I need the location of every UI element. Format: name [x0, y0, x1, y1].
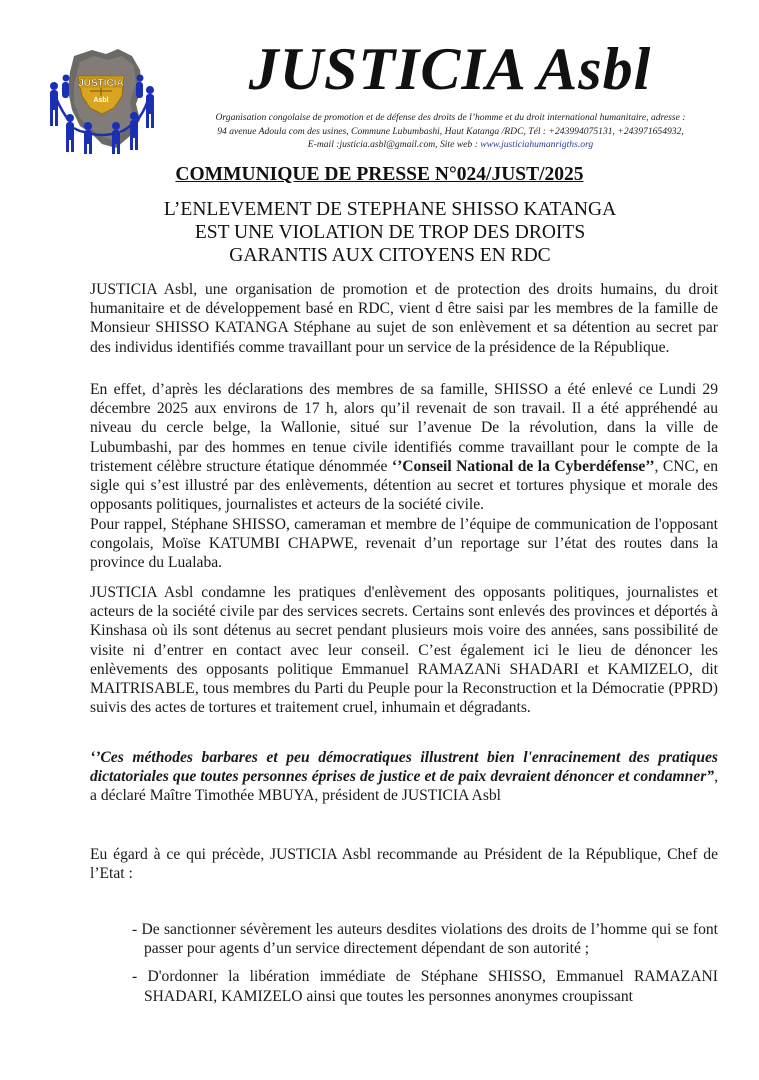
cnc-name: ‘’Conseil National de la Cyberdéfense’’ — [391, 457, 655, 475]
headline: L’ENLEVEMENT DE STEPHANE SHISSO KATANGA EST UNE VIOLATION DE TROP DES DROITS GARANTIS AUX CITOYENS EN RDC — [163, 199, 617, 266]
paragraph-intro: JUSTICIA Asbl, une organisation de promotion et de protection des droits humains, du droit humanitaire et de développement basé en RDC, vient d être saisi par les membres de la famille de Monsieur SHISSO KATANGA Stéphane au sujet de son enlèvement et sa détention au secret par des individus identifiés comme travaillant pour un service de la présidence de la République. — [90, 281, 718, 356]
quote-text: ‘’Ces méthodes barbares et peu démocratiques illustrent bien l'enracinement des pratiques dictatoriales que toutes personnes éprises de justice et de paix devraient dénoncer et condamner” — [90, 749, 718, 786]
paragraph-reminder: Pour rappel, Stéphane SHISSO, cameraman et membre de l’équipe de communication de l'opposant congolais, Moïse KATUMBI CHAPWE, revenait d’un reportage sur l’état des routes dans la province du Lualaba. — [90, 516, 718, 572]
website-link[interactable]: www.justiciahumanrigths.org — [480, 139, 594, 150]
info-line-1: Organisation congolaise de promotion et de défense des droits de l’homme et du droit international humanitaire, adresse : — [215, 112, 686, 123]
email-text: E-mail :justicia.asbl@gmail.com, Site web : — [307, 139, 481, 150]
recommendation-item: - D'ordonner la libération immédiate de Stéphane SHISSO, Emmanuel RAMAZANI SHADARI, KAMIZELO ainsi que toutes les personnes anonymes croupissant — [132, 968, 718, 1005]
paragraph-condemnation: JUSTICIA Asbl condamne les pratiques d'enlèvement des opposants politiques, journalistes et acteurs de la société civile par des services secrets. Certains sont enlevés des provinces et déportés à Kinshasa où ils sont détenus au secret pendant plusieurs mois voire des années, sans possibilité de visite ni d’entrer en contact avec leur conseil. C’est également ici le lieu de dénoncer les enlèvements des opposants politique Emmanuel RAMAZANi SHADARI et KAMIZELO, dit MAITRISABLE, tous membres du Parti du Peuple pour la Reconstruction et la Démocratie (PPRD) suivis des actes de tortures et traitement cruel, inhumain et dégradants. — [90, 584, 718, 717]
info-line-3 — [178, 138, 723, 152]
recommendations-list — [132, 920, 718, 1015]
logo-text-bottom: Asbl — [93, 97, 109, 104]
paragraph-abduction-text-2: , CNC, en sigle qui s’est illustré par des enlèvements, détention au secret et tortures physique et morale des opposants politiques, journalistes et acteurs de la société civile. — [90, 457, 718, 514]
paragraph-recommendation-intro: Eu égard à ce qui précède, JUSTICIA Asbl recommande au Président de la République, Chef de l’Etat : — [90, 846, 718, 883]
quote-attribution: , a déclaré Maître Timothée MBUYA, président de JUSTICIA Asbl — [90, 768, 718, 805]
justicia-logo — [44, 44, 160, 156]
info-line-2: 94 avenue Adoula com des usines, Commune Lubumbashi, Haut Katanga /RDC, Tél : +243994075131, +243971654932, — [217, 125, 684, 137]
press-release-number: COMMUNIQUE DE PRESSE N°024/JUST/2025 — [175, 164, 584, 185]
logo-graphic — [44, 44, 160, 156]
recommendation-item: - De sanctionner sévèrement les auteurs desdites violations des droits de l’homme qui se font passer pour agents d’un service directement dépendant de son autorité ; — [132, 921, 718, 958]
paragraph-abduction-text-1: En effet, d’après les déclarations des membres de sa famille, SHISSO a été enlevé ce Lundi 29 décembre 2025 aux environs de 17 h, alors qu’il revenait de son travail. Il a été appréhendé au niveau du cercle belge, la Wallonie, situé sur l’avenue De la révolution, dans la ville de Lubumbashi, par des hommes en tenue civile identifiés comme travaillant pour le compte de la tristement célèbre structure étatique dénommée — [90, 381, 718, 475]
paragraph-abduction-details — [90, 380, 718, 514]
organization-info — [178, 111, 723, 152]
organization-title: JUSTICIA Asbl — [248, 36, 652, 102]
logo-text-top: JUSTICIA — [78, 78, 124, 89]
president-quote — [90, 748, 718, 806]
